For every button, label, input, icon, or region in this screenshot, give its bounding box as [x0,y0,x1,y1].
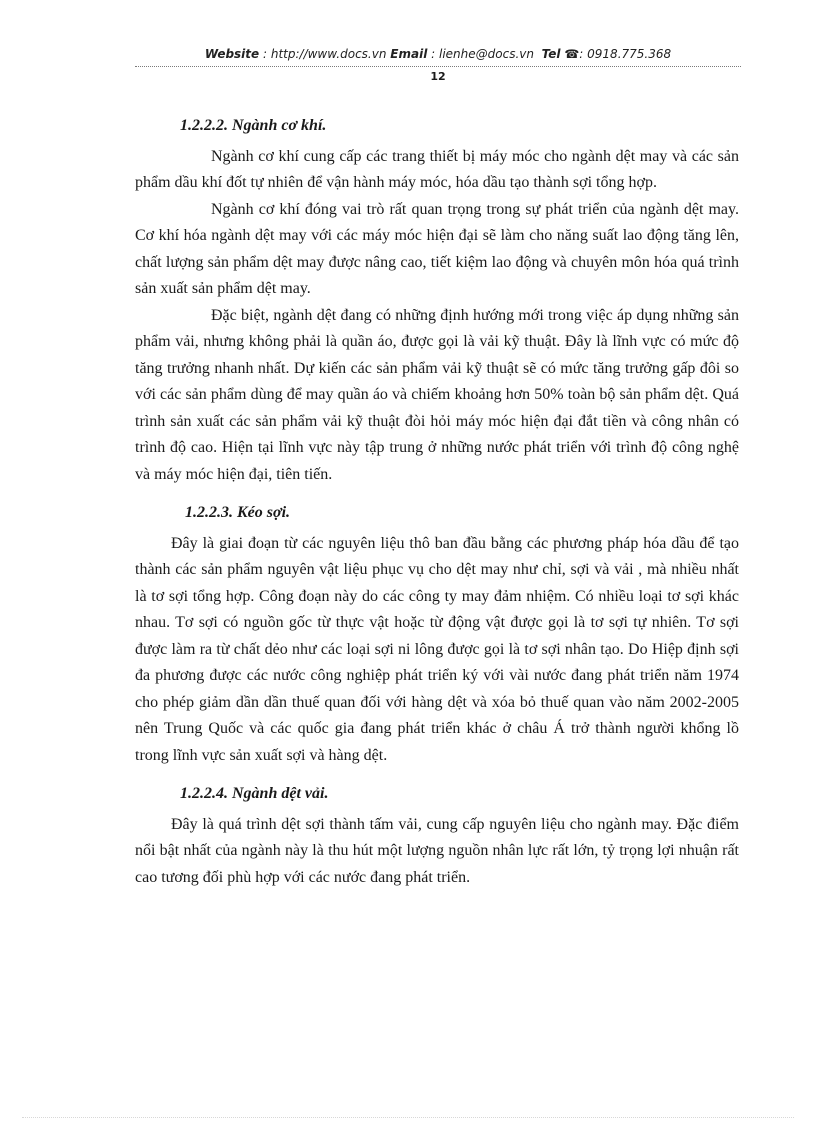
paragraph: Ngành cơ khí đóng vai trò rất quan trọng trong sự phát triển của ngành dệt may. Cơ khí hóa ngành dệt may với các máy móc hiện đại sẽ làm cho năng suất lao động tăng lên, chất lượng sản phẩm dệt may được nâng cao, tiết kiệm lao động và chuyên môn hóa quá trình sản xuất sản phẩm dệt may. [135,200,739,297]
tel-number: : 0918.775.368 [579,47,672,61]
section-heading: 1.2.2.2. Ngành cơ khí. [180,117,327,134]
section-heading: 1.2.2.4. Ngành dệt vải. [180,785,329,802]
paragraph: Đây là quá trình dệt sợi thành tấm vải, cung cấp nguyên liệu cho ngành may. Đặc điểm nổi bật nhất của ngành này là thu hút một lượng nguồn nhân lực rất lớn, tỷ trọng lợi nhuận rất cao tương đối phù hợp với các nước đang phát triển. [135,815,739,886]
page-header [135,47,741,61]
paragraph: Đây là giai đoạn từ các nguyên liệu thô ban đầu bằng các phương pháp hóa dầu để tạo thành các sản phẩm nguyên vật liệu phục vụ cho dệt may như chỉ, sợi và vải , mà nhiều nhất là tơ sợi tổng hợp. Công đoạn này do các công ty may đảm nhiệm. Có nhiều loại tơ sợi khác nhau. Tơ sợi có nguồn gốc từ thực vật hoặc từ động vật được gọi là tơ sợi tự nhiên. Tơ sợi được làm ra từ chất dẻo như các loại sợi ni lông được gọi là tơ sợi nhân tạo. Do Hiệp định sợi đa phương được các nước công nghiệp phát triển ký với vài nước đang phát triển năm 1974 cho phép giảm dần dần thuế quan đối với hàng dệt và xóa bỏ thuế quan vào năm 2002-2005 nên Trung Quốc và các quốc gia đang phát triển khác ở châu Á trở thành người khổng lồ trong lĩnh vực sản xuất sợi và hàng dệt. [135,534,739,764]
page-number: 12 [430,70,446,83]
header-divider [135,66,741,67]
paragraph: Đặc biệt, ngành dệt đang có những định hướng mới trong việc áp dụng những sản phẩm vải, nhưng không phải là quần áo, được gọi là vải kỹ thuật. Đây là lĩnh vực có mức độ tăng trưởng nhanh nhất. Dự kiến các sản phẩm vải kỹ thuật sẽ có mức tăng trưởng gấp đôi so với các sản phẩm dùng để may quần áo và chiếm khoảng hơn 50% toàn bộ sản phẩm dệt. Quá trình sản xuất các sản phẩm vải kỹ thuật đòi hỏi máy móc hiện đại đắt tiền và công nhân có trình độ cao. Hiện tại lĩnh vực này tập trung ở những nước phát triển với trình độ công nghệ và máy móc hiện đại, tiên tiến. [135,306,739,483]
document-body [135,113,739,891]
spacer [135,488,739,500]
website-url[interactable]: : http://www.docs.vn [263,47,387,61]
phone-icon: ☎ [564,47,580,61]
website-label: Website [204,47,260,61]
section-heading: 1.2.2.3. Kéo sợi. [185,504,291,521]
email-label: Email [390,47,428,61]
paragraph: Ngành cơ khí cung cấp các trang thiết bị máy móc cho ngành dệt may và các sản phẩm dầu khí đốt tự nhiên để vận hành máy móc, hóa dầu tạo thành sợi tổng hợp. [135,147,739,191]
spacer [135,769,739,781]
page-bottom-divider [22,1117,794,1118]
tel-label: Tel [541,47,561,61]
email-address[interactable]: : lienhe@docs.vn [431,47,534,61]
